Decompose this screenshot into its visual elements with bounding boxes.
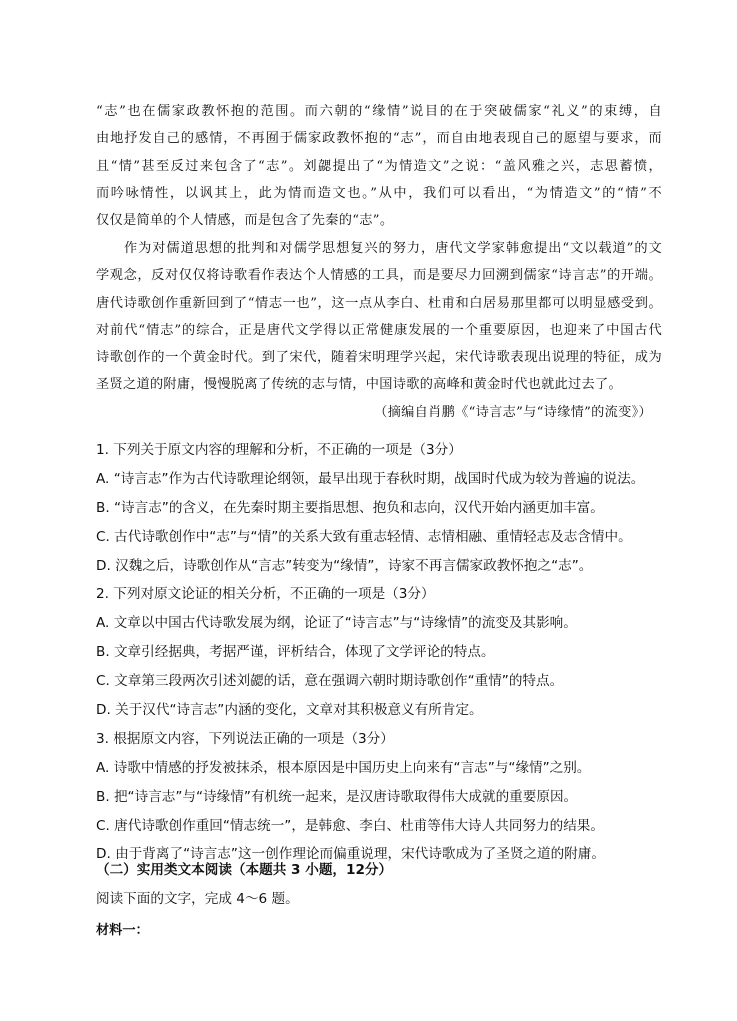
- passage-line: “志”也在儒家政教怀抱的范围。而六朝的“缘情”说目的在于突破儒家“礼义”的束缚，自: [96, 104, 662, 119]
- option-c: C. 古代诗歌创作中“志”与“情”的关系大致有重志轻情、志情相融、重情轻志及志含情中。: [96, 528, 632, 545]
- passage-line: 而吟咏情性，以讽其上，此为情而造文也。”从中，我们可以看出，“为情造文”的“情”不: [96, 185, 662, 201]
- passage-paragraph-2: [96, 235, 662, 426]
- question-stem: 3. 根据原文内容，下列说法正确的一项是（3分）: [96, 730, 394, 747]
- option-a: A. 诗歌中情感的抒发被抹杀，根本原因是中国历史上向来有“言志”与“缘情”之别。: [96, 759, 591, 776]
- passage-source: （摘编自肖鹏《“诗言志”与“诗缘情”的流变》）: [374, 404, 652, 420]
- passage-line: 且“情”甚至反过来包含了“志”。刘勰提出了“为情造文”之说：“盖风雅之兴，志思蓄愤，: [96, 158, 662, 174]
- option-c: C. 文章第三段两次引述刘勰的话，意在强调六朝时期诗歌创作“重情”的特点。: [96, 673, 564, 690]
- passage-line: 由地抒发自己的感情，不再囿于儒家政教怀抱的“志”，而自由地表现自己的愿望与要求，而: [96, 131, 662, 147]
- option-a: A. “诗言志”作为古代诗歌理论纲领，最早出现于春秋时期，战国时代成为较为普遍的说法。: [96, 470, 645, 487]
- section-two: [96, 856, 676, 945]
- question-stem: 2. 下列对原文论证的相关分析，不正确的一项是（3分）: [96, 586, 435, 603]
- passage-line: 对前代“情志”的综合，正是唐代文学得以正常健康发展的一个重要原因，也迎来了中国古代: [96, 322, 662, 338]
- option-b: B. 文章引经据典，考据严谨，评析结合，体现了文学评论的特点。: [96, 644, 495, 661]
- option-a: A. 文章以中国古代诗歌发展为纲，论证了“诗言志”与“诗缘情”的流变及其影响。: [96, 615, 577, 632]
- passage-line: 唐代诗歌创作重新回到了“情志一也”，这一点从李白、杜甫和白居易那里都可以明显感受到。: [96, 295, 662, 311]
- section-instruction: 阅读下面的文字，完成 4～6 题。: [96, 891, 299, 907]
- option-b: B. 把“诗言志”与“诗缘情”有机统一起来，是汉唐诗歌取得伟大成就的重要原因。: [96, 788, 578, 805]
- question-list: [96, 436, 676, 869]
- option-d: D. 关于汉代“诗言志”内涵的变化，文章对其积极意义有所肯定。: [96, 702, 483, 719]
- passage-paragraph-1: [96, 98, 662, 234]
- option-b: B. “诗言志”的含义，在先秦时期主要指思想、抱负和志向，汉代开始内涵更加丰富。: [96, 499, 604, 516]
- option-d: D. 汉魏之后，诗歌创作从“言志”转变为“缘情”，诗家不再言儒家政教怀抱之“志”。: [96, 557, 593, 574]
- option-d: D. 由于背离了“诗言志”这一创作理论而偏重说理，宋代诗歌成为了圣贤之道的附庸。: [96, 846, 605, 863]
- option-c: C. 唐代诗歌创作重回“情志统一”，是韩愈、李白、杜甫等伟大诗人共同努力的结果。: [96, 817, 604, 834]
- passage-line: 学观念，反对仅仅将诗歌看作表达个人情感的工具，而是要尽力回溯到儒家“诗言志”的开端。: [96, 268, 662, 284]
- passage-line: 作为对儒道思想的批判和对儒学思想复兴的努力，唐代文学家韩愈提出“文以载道”的文: [124, 241, 662, 256]
- passage-line: 诗歌创作的一个黄金时代。到了宋代，随着宋明理学兴起，宋代诗歌表现出说理的特征，成为: [96, 350, 662, 366]
- section-title: （二）实用类文本阅读（本题共 3 小题，12分）: [96, 862, 393, 878]
- material-label: 材料一：: [96, 923, 149, 938]
- passage-line: 仅仅是简单的个人情感，而是包含了先秦的“志”。: [96, 213, 394, 229]
- passage-line: 圣贤之道的附庸，慢慢脱离了传统的志与情，中国诗歌的高峰和黄金时代也就此过去了。: [96, 377, 623, 393]
- question-stem: 1. 下列关于原文内容的理解和分析，不正确的一项是（3分）: [96, 442, 462, 458]
